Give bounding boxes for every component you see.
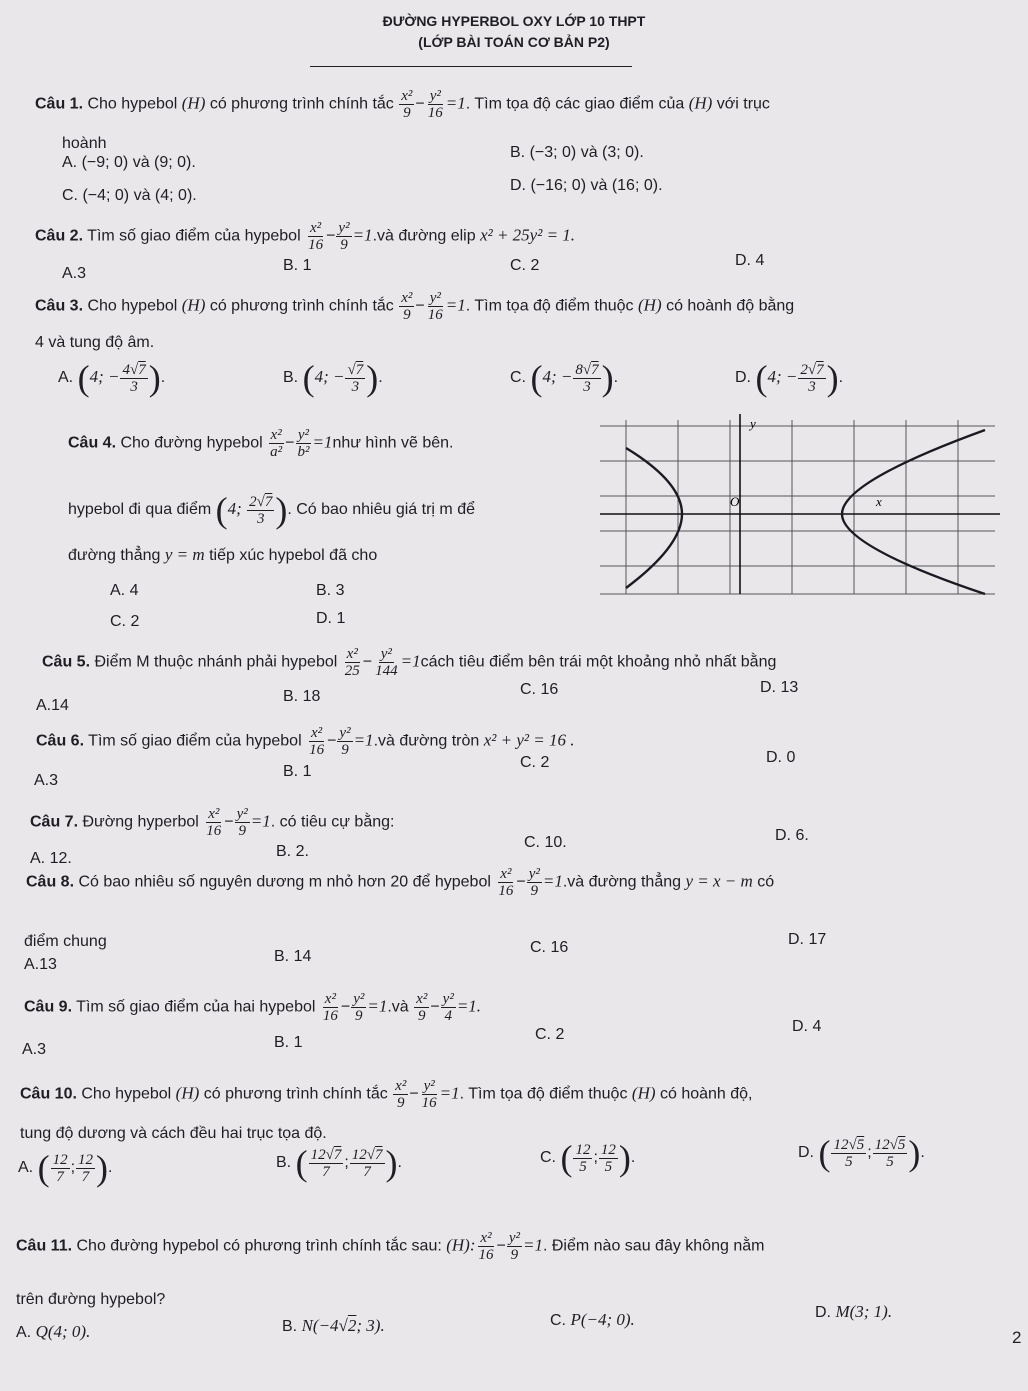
question-11: Câu 11. Cho đường hypebol có phương trình chính tắc sau: (H): $\frac{\text{x²}}{16}$ − $\frac{\text{y²}}{9}$ =1. Điểm nào sau đây không nằm [16,1230,765,1263]
question-4-line: đường thẳng y = m tiếp xúc hypebol đã cho [68,545,378,564]
q10-option-d[interactable]: D. ( $\frac{12√5}{5}$ ; $\frac{12√5}{5}$ ). [798,1133,925,1173]
q8-option-c[interactable]: C. 16 [530,939,569,956]
question-6: Câu 6. Tìm số giao điểm của hypebol $\frac{\text{x²}}{16}$ − $\frac{\text{y²}}{9}$ =1.và đường tròn x² + y² = 16 . [36,725,575,758]
q8-option-b[interactable]: B. 14 [274,948,312,965]
question-10-continued: tung độ dương và cách đều hai trục tọa độ. [20,1125,327,1142]
question-11-continued: trên đường hypebol? [16,1291,166,1308]
q8-option-d[interactable]: D. 17 [788,931,827,948]
q4-option-d[interactable]: D. 1 [316,610,346,627]
q1-option-d[interactable]: D. (−16; 0) và (16; 0). [510,177,663,194]
question-9: Câu 9. Tìm số giao điểm của hai hypebol $\frac{\text{x²}}{16}$ − $\frac{\text{y²}}{9}$ =1.và $\frac{\text{x²}}{9}$ − $\frac{\text{y²}}{4}$ =1. [24,991,482,1024]
x-axis-label: x [876,494,882,509]
question-7: Câu 7. Đường hyperbol $\frac{\text{x²}}{16}$ − $\frac{\text{y²}}{9}$ =1. có tiêu cự bằng: [30,806,395,839]
origin-label: O [730,494,740,509]
question-10: Câu 10. Cho hypebol (H) có phương trình chính tắc $\frac{\text{x²}}{9}$ − $\frac{\text{y²}}{16}$ =1. Tìm tọa độ điểm thuộc (H) có hoành độ, [20,1078,753,1111]
q2-option-d[interactable]: D. 4 [735,252,765,269]
q5-option-d[interactable]: D. 13 [760,679,799,696]
page-subtitle: (LỚP BÀI TOÁN CƠ BẢN P2) [418,34,610,50]
header-divider [310,66,632,67]
right-branch [842,430,985,594]
q4-option-a[interactable]: A. 4 [110,582,139,599]
q6-option-c[interactable]: C. 2 [520,754,550,771]
question-5: Câu 5. Điểm M thuộc nhánh phải hypebol $\frac{\text{x²}}{25}$ − $\frac{\text{y²}}{144}$ =1cách tiêu điểm bên trái một khoảng nhỏ nhất bằng [42,646,777,679]
q5-option-b[interactable]: B. 18 [283,688,321,705]
q7-option-d[interactable]: D. 6. [775,827,809,844]
q5-option-c[interactable]: C. 16 [520,681,559,698]
q11-option-b[interactable]: B. N(−4√2; 3). [282,1316,385,1335]
question-8: Câu 8. Có bao nhiêu số nguyên dương m nhỏ hơn 20 để hypebol $\frac{\text{x²}}{16}$ − $\frac{\text{y²}}{9}$ =1.và đường thẳng y = x − m có [26,866,775,899]
q1-option-b[interactable]: B. (−3; 0) và (3; 0). [510,144,644,161]
q9-option-a[interactable]: A.3 [22,1041,47,1058]
page-title: ĐƯỜNG HYPERBOL OXY LỚP 10 THPT [382,13,646,29]
q4-option-b[interactable]: B. 3 [316,582,345,599]
hyperbol-graph [590,410,1010,596]
q4-option-c[interactable]: C. 2 [110,613,140,630]
q7-option-a[interactable]: A. 12. [30,850,72,867]
q7-option-b[interactable]: B. 2. [276,843,309,860]
q6-option-a[interactable]: A.3 [34,772,59,789]
question-1-continued: hoành [62,135,107,152]
question-3-continued: 4 và tung độ âm. [35,334,155,351]
q2-option-b[interactable]: B. 1 [283,257,312,274]
q1-option-c[interactable]: C. (−4; 0) và (4; 0). [62,187,197,204]
q10-option-b[interactable]: B. ( $\frac{12√7}{7}$ ; $\frac{12√7}{7}$ ). [276,1143,402,1183]
question-4: Câu 4. Cho đường hypebol $\frac{\text{x²}}{\text{a²}}$ − $\frac{\text{y²}}{\text{b²}}$ =1như hình vẽ bên. [68,427,454,460]
q2-option-a[interactable]: A.3 [62,265,87,282]
y-axis-label: y [750,416,756,431]
q1-option-a[interactable]: A. (−9; 0) và (9; 0). [62,154,196,171]
q8-option-a[interactable]: A.13 [24,956,57,973]
q10-option-c[interactable]: C. ( $\frac{12}{5}$ ; $\frac{12}{5}$ ). [540,1138,636,1178]
q10-option-a[interactable]: A. ( $\frac{12}{7}$ ; $\frac{12}{7}$ ). [18,1148,113,1188]
q11-option-c[interactable]: C. P(−4; 0). [550,1310,635,1329]
q5-option-a[interactable]: A.14 [36,697,69,714]
q6-option-b[interactable]: B. 1 [283,763,312,780]
q9-option-b[interactable]: B. 1 [274,1034,303,1051]
q3-option-c[interactable]: C. (4; − $\frac{8√7}{3}$ ). [510,358,619,398]
question-3: Câu 3. Cho hypebol (H) có phương trình chính tắc $\frac{\text{x²}}{9}$ − $\frac{\text{y²}}{16}$ =1. Tìm tọa độ điểm thuộc (H) có hoành độ bằng [35,290,795,323]
question-8-continued: điểm chung [24,933,107,950]
q3-option-a[interactable]: A. (4; − $\frac{4√7}{3}$ ). [58,358,166,398]
left-branch [626,448,682,588]
graph-grid [600,420,995,594]
question-4-point: hypebol đi qua điểm (4; $\frac{2√7}{3}$ ). Có bao nhiêu giá trị m để [68,490,475,530]
question-2: Câu 2. Tìm số giao điểm của hypebol $\frac{\text{x²}}{16}$ − $\frac{\text{y²}}{9}$ =1.và đường elip x² + 25y² = 1. [35,220,576,253]
q2-option-c[interactable]: C. 2 [510,257,540,274]
question-1: Câu 1. Cho hypebol (H) có phương trình chính tắc $\frac{\text{x²}}{9}$ − $\frac{\text{y²}}{16}$ =1. Tìm tọa độ các giao điểm của (H) với trục [35,88,770,121]
q11-option-a[interactable]: A. Q(4; 0). [16,1322,91,1341]
page-number: 2 [1012,1328,1022,1347]
q9-option-c[interactable]: C. 2 [535,1026,565,1043]
q6-option-d[interactable]: D. 0 [766,749,796,766]
q9-option-d[interactable]: D. 4 [792,1018,822,1035]
q7-option-c[interactable]: C. 10. [524,834,567,851]
q3-option-b[interactable]: B. (4; − $\frac{√7}{3}$ ). [283,358,383,398]
q11-option-d[interactable]: D. M(3; 1). [815,1302,893,1321]
q3-option-d[interactable]: D. (4; − $\frac{2√7}{3}$ ). [735,358,844,398]
